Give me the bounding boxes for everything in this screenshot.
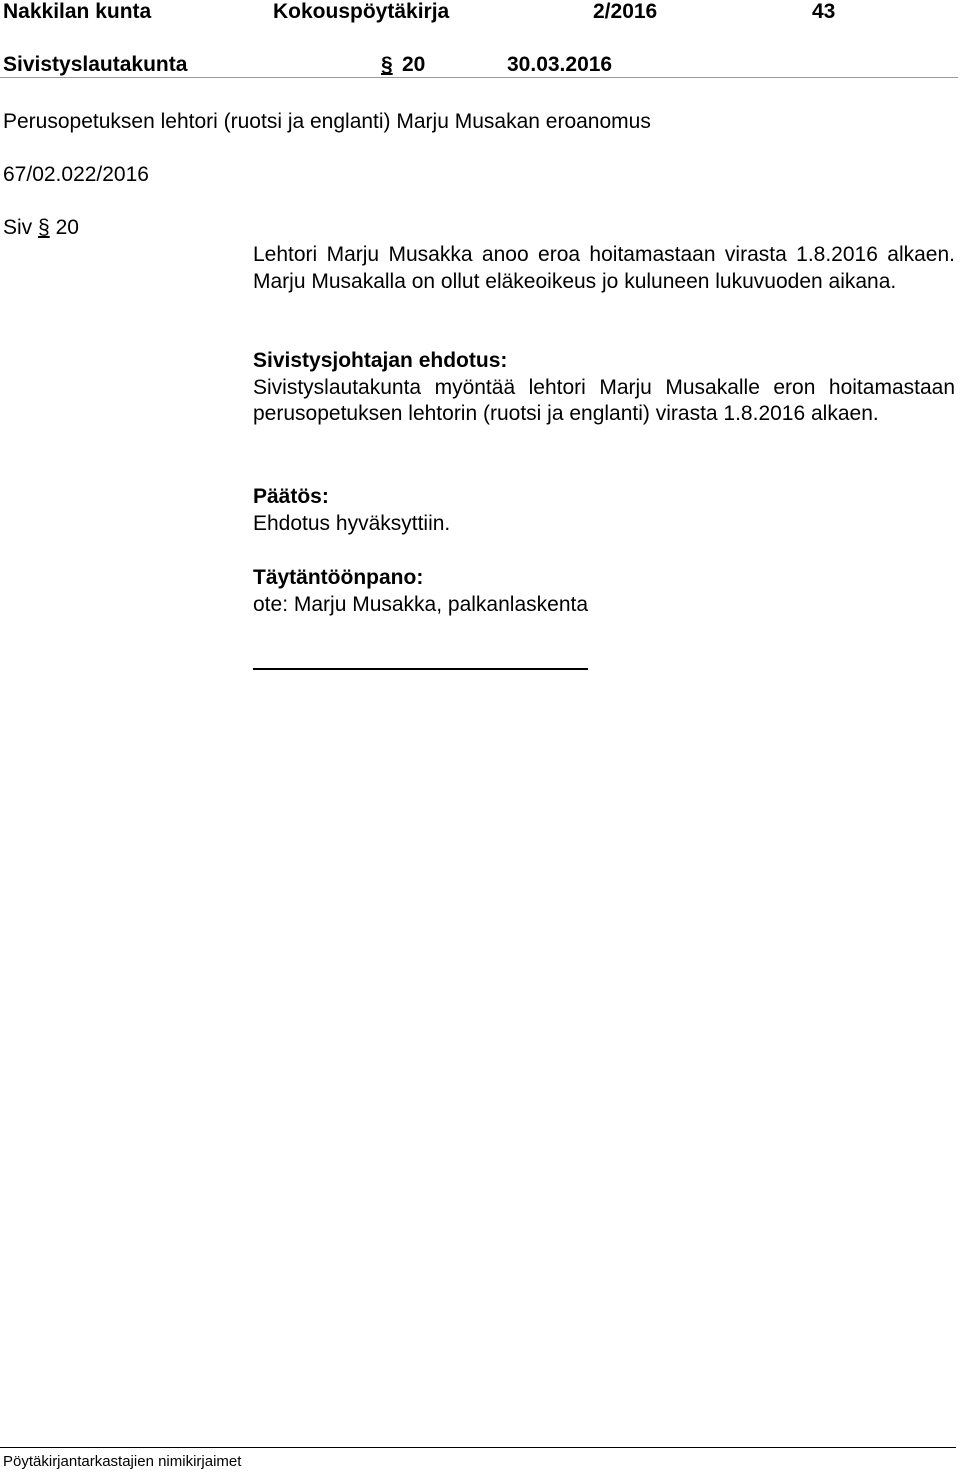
proposal-heading: Sivistysjohtajan ehdotus: [253,349,508,372]
body-intro [253,242,955,295]
header-divider [0,77,958,78]
document-type: Kokouspöytäkirja [273,0,450,23]
footer-divider [0,1447,956,1448]
matter-title: Perusopetuksen lehtori (ruotsi ja englanti) Marju Musakan eroanomus [3,110,651,133]
closing-rule [253,668,588,670]
document-number: 2/2016 [593,0,658,23]
decision-paragraph: Ehdotus hyväksyttiin. [253,511,451,535]
matter-reference: 67/02.022/2016 [3,163,149,186]
page-number: 43 [812,0,836,23]
proposal-block [253,348,955,428]
execution-heading: Täytäntöönpano: [253,566,424,589]
header-section-number: 20 [402,53,426,76]
section-sign: § [381,53,393,76]
municipality-name: Nakkilan kunta [3,0,152,23]
decision-heading: Päätös: [253,485,329,508]
matter-section-prefix: Siv [3,216,33,239]
decision-block [253,484,955,537]
execution-block [253,565,955,618]
matter-section-sign: § [38,216,50,239]
meeting-date: 30.03.2016 [507,53,613,76]
committee-name: Sivistyslautakunta [3,53,188,76]
matter-section-number: 20 [55,216,79,239]
header-section-sign [381,53,393,77]
matter-section-label [3,215,79,241]
execution-paragraph: ote: Marju Musakka, palkanlaskenta [253,592,589,616]
intro-paragraph: Lehtori Marju Musakka anoo eroa hoitamastaan virasta 1.8.2016 alkaen. Marju Musakalla on ollut eläkeoikeus jo kuluneen lukuvuoden aikana. [253,243,955,293]
signature-label: Pöytäkirjantarkastajien nimikirjaimet [3,1453,242,1470]
proposal-paragraph: Sivistyslautakunta myöntää lehtori Marju Musakalle eron hoitamastaan perusopetuksen lehtorin (ruotsi ja englanti) virasta 1.8.2016 alkaen. [253,375,955,425]
